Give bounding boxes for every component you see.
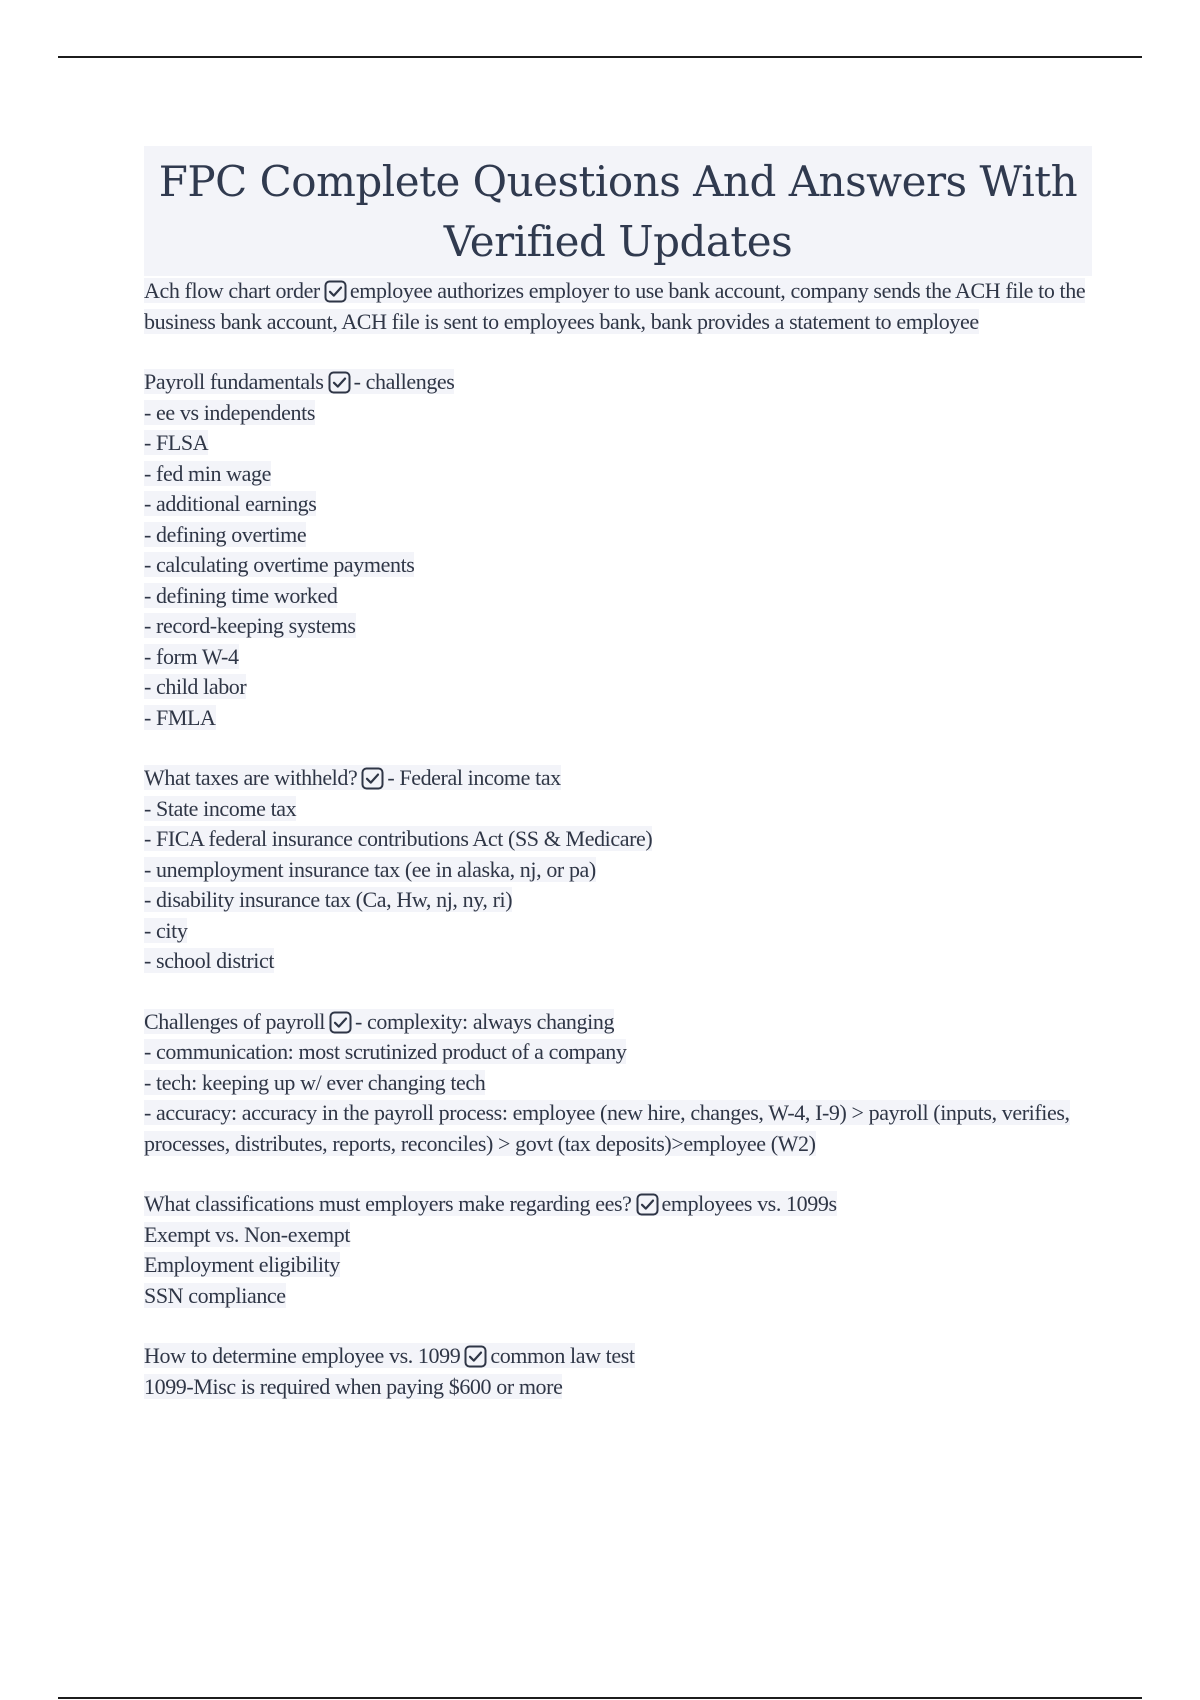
qa-line xyxy=(144,1068,1092,1099)
answer-line xyxy=(144,583,337,608)
answer-text: - school district xyxy=(144,948,275,973)
question-text: What taxes are withheld? xyxy=(144,765,358,790)
answer-text: - defining overtime xyxy=(144,521,307,547)
qa-line xyxy=(144,489,1092,520)
answer-line xyxy=(144,613,356,638)
answer-line xyxy=(144,674,246,699)
qa-line xyxy=(144,855,1092,886)
qa-line xyxy=(144,916,1092,947)
answer-line xyxy=(144,400,315,425)
answer-text: - calculating overtime payments xyxy=(144,552,415,577)
qa-line xyxy=(144,367,1092,398)
answer-line xyxy=(144,1252,340,1277)
qa-line xyxy=(144,398,1092,429)
answer-text: - unemployment insurance tax (ee in alaska, nj, or pa) xyxy=(144,856,596,882)
answer-line xyxy=(144,1222,350,1247)
qa-line xyxy=(144,1372,1092,1403)
answer-line xyxy=(144,461,271,486)
answer-line xyxy=(144,522,306,547)
qa-line xyxy=(144,611,1092,642)
qa-list xyxy=(144,276,1092,1402)
answer-line xyxy=(144,1070,485,1095)
checkbox-checked-icon xyxy=(328,371,351,394)
answer-text: Exempt vs. Non-exempt xyxy=(144,1221,351,1247)
answer-line xyxy=(144,491,316,516)
answer-line xyxy=(144,1100,1070,1156)
question-text: Ach flow chart order xyxy=(144,278,320,303)
page-title: FPC Complete Questions And Answers With Verified Updates xyxy=(158,157,1078,266)
title-box xyxy=(144,146,1092,276)
qa-line xyxy=(144,1037,1092,1068)
answer-text: - accuracy: accuracy in the payroll process: employee (new hire, changes, W-4, I-9) > payroll (inputs, verifies, processes, distributes, reports, reconciles) > govt (tax deposits)>employee (W2) xyxy=(144,1100,1070,1156)
answer-line xyxy=(144,1039,626,1064)
answer-line xyxy=(144,857,596,882)
answer-text: - city xyxy=(144,917,188,943)
qa-first-line xyxy=(144,1191,837,1216)
qa-line xyxy=(144,1098,1092,1159)
qa-line xyxy=(144,459,1092,490)
checkbox-checked-icon xyxy=(636,1193,659,1216)
answer-line xyxy=(144,430,208,455)
qa-first-line xyxy=(144,765,561,790)
qa-item xyxy=(144,1007,1092,1160)
answer-line xyxy=(144,1374,562,1399)
answer-text: - ee vs independents xyxy=(144,399,315,425)
question-text: How to determine employee vs. 1099 xyxy=(144,1343,461,1368)
answer-text: - form W-4 xyxy=(144,643,239,669)
qa-first-line xyxy=(144,369,454,394)
qa-line xyxy=(144,703,1092,734)
document-body xyxy=(144,146,1092,1432)
answer-text: - FICA federal insurance contributions Act (SS & Medicare) xyxy=(144,826,653,851)
answer-text: Employment eligibility xyxy=(144,1252,340,1277)
qa-line xyxy=(144,946,1092,977)
question-text: Payroll fundamentals xyxy=(144,369,324,394)
qa-item xyxy=(144,276,1092,337)
answer-text: - State income tax xyxy=(144,795,297,821)
qa-line xyxy=(144,1189,1092,1220)
answer-text: employees vs. 1099s xyxy=(661,1191,837,1216)
qa-line xyxy=(144,885,1092,916)
answer-text: - Federal income tax xyxy=(387,765,561,790)
qa-line xyxy=(144,520,1092,551)
qa-line xyxy=(144,550,1092,581)
qa-line xyxy=(144,763,1092,794)
question-text: What classifications must employers make regarding ees? xyxy=(144,1191,632,1216)
qa-first-line xyxy=(144,1343,635,1368)
answer-line xyxy=(144,796,296,821)
qa-line xyxy=(144,1341,1092,1372)
qa-first-line xyxy=(144,278,1085,334)
qa-line xyxy=(144,642,1092,673)
qa-line xyxy=(144,276,1092,337)
answer-text: - defining time worked xyxy=(144,582,338,608)
answer-text: employee authorizes employer to use bank account, company sends the ACH file to the business bank account, ACH file is sent to employees bank, bank provides a statement to employee xyxy=(144,278,1086,334)
answer-line xyxy=(144,705,216,730)
answer-line xyxy=(144,1283,286,1308)
top-rule xyxy=(58,56,1142,58)
answer-text: - child labor xyxy=(144,674,247,699)
answer-text: - communication: most scrutinized product of a company xyxy=(144,1039,627,1064)
bottom-rule xyxy=(58,1697,1142,1699)
answer-line xyxy=(144,887,512,912)
answer-line xyxy=(144,644,239,669)
qa-line xyxy=(144,672,1092,703)
answer-line xyxy=(144,552,414,577)
answer-text: - record-keeping systems xyxy=(144,613,356,638)
checkbox-checked-icon xyxy=(329,1011,352,1034)
qa-item xyxy=(144,367,1092,733)
answer-text: - FLSA xyxy=(144,430,209,455)
checkbox-checked-icon xyxy=(361,767,384,790)
qa-first-line xyxy=(144,1009,614,1034)
answer-text: - additional earnings xyxy=(144,491,317,516)
qa-line xyxy=(144,1281,1092,1312)
qa-line xyxy=(144,1007,1092,1038)
answer-text: common law test xyxy=(490,1343,635,1368)
question-text: Challenges of payroll xyxy=(144,1008,325,1034)
checkbox-checked-icon xyxy=(464,1345,487,1368)
qa-line xyxy=(144,428,1092,459)
qa-item xyxy=(144,1189,1092,1311)
answer-line xyxy=(144,948,274,973)
answer-text: 1099-Misc is required when paying $600 or more xyxy=(144,1373,563,1399)
checkbox-checked-icon xyxy=(324,280,347,303)
qa-line xyxy=(144,794,1092,825)
qa-line xyxy=(144,824,1092,855)
answer-text: - complexity: always changing xyxy=(355,1008,615,1034)
answer-text: - challenges xyxy=(353,369,455,394)
answer-text: - disability insurance tax (Ca, Hw, nj, ny, ri) xyxy=(144,887,513,912)
answer-text: - fed min wage xyxy=(144,460,271,486)
qa-item xyxy=(144,1341,1092,1402)
answer-text: SSN compliance xyxy=(144,1282,286,1308)
qa-line xyxy=(144,1220,1092,1251)
answer-line xyxy=(144,918,187,943)
answer-text: - tech: keeping up w/ ever changing tech xyxy=(144,1069,486,1095)
answer-text: - FMLA xyxy=(144,704,216,730)
qa-line xyxy=(144,1250,1092,1281)
answer-line xyxy=(144,826,652,851)
qa-line xyxy=(144,581,1092,612)
qa-item xyxy=(144,763,1092,977)
